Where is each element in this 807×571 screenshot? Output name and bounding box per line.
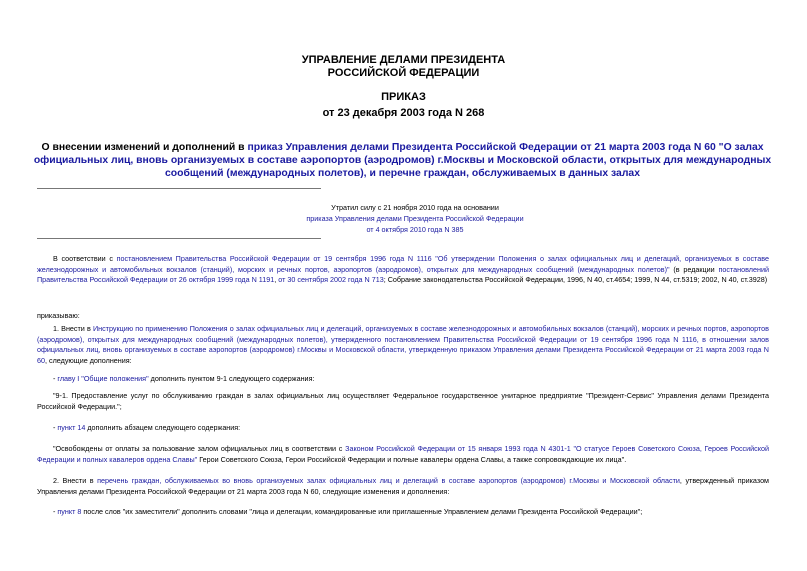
paragraph-point-9-1: "9-1. Предоставление услуг по обслуживанию граждан в залах официальных лиц осуществляет Федеральное государственное унитарное предприятие "Президент-Сервис" Управления делами Президента Российской Федерации."; <box>37 391 769 411</box>
p8-text-1: 2. Внести в <box>53 476 98 485</box>
p1-link-decree-1116[interactable]: постановлением Правительства Российской Федерации от 19 сентября 1996 года N 1116 "Об утверждении Положения о залах официальных лиц и делегаций, организуемых в составе железнодорожных и автомобильных вокзалов (станций), морских и речных портов, аэропортов (аэродромов), открытых для международных сообщений (международных полетов)" <box>37 254 769 274</box>
header-line-2: РОССИЙСКОЙ ФЕДЕРАЦИИ <box>327 67 480 79</box>
divider-bottom <box>37 238 321 239</box>
p4-text-2: дополнить пунктом 9-1 следующего содержания: <box>148 374 315 383</box>
p6-text-2: дополнить абзацем следующего содержания: <box>85 423 241 432</box>
p1-text-2: (в редакции <box>669 264 719 274</box>
p1-link-decree-713[interactable]: от 30 сентября 2002 года N 713 <box>278 275 384 285</box>
p1-text-1: В соответствии с <box>53 254 117 263</box>
paragraph-exemption <box>37 444 769 465</box>
p3-text-2: , следующие дополнения: <box>45 356 132 366</box>
document-type: ПРИКАЗ <box>381 91 426 103</box>
p1-link-decree-1191[interactable]: постановлений Правительства Российской Федерации от 26 октября 1999 года N 1191 <box>37 264 769 285</box>
document-date: от 23 декабря 2003 года N 268 <box>322 107 485 119</box>
divider-top <box>37 188 321 189</box>
paragraph-chapter-1 <box>37 374 785 385</box>
p3-link-instruction[interactable]: Инструкцию по применению Положения о залах официальных лиц и делегаций, организуемых в составе железнодорожных и автомобильных вокзалов (станций), морских и речных портов, аэропортов (аэродромов), открытых для международных сообщений (международных полетов), утвержденного постановлением Правительства Российской Федерации от 19 сентября 1996 года N 1116, в отношении залов официальных лиц, вновь организуемых в составе аэропортов (аэродромов) г.Москвы и Московской области, утвержденную приказом Управления делами Президента Российской Федерации от 21 марта 2003 года N 60 <box>37 324 769 366</box>
lost-force-notice <box>215 202 615 235</box>
p4-text-1: - <box>53 374 58 383</box>
p1-text-4: ; Собрание законодательства Российской Федерации, 1996, N 40, ст.4654; 1999, N 44, ст.5319; 2002, N 40, ст.3928) <box>383 275 768 285</box>
p7-link-law[interactable]: Законом Российской Федерации от 15 января 1993 года N 4301-1 "О статусе Героев Советского Союза, Героев Российской Федерации и полных кавалеров ордена Славы" <box>37 444 769 464</box>
header-line-1: УПРАВЛЕНИЕ ДЕЛАМИ ПРЕЗИДЕНТА <box>301 54 506 66</box>
p3-text-1: 1. Внести в <box>53 324 93 333</box>
paragraph-item-1 <box>37 324 769 367</box>
p6-text-1: - <box>53 423 58 432</box>
title-link[interactable]: приказ Управления делами Президента Российской Федерации от 21 марта 2003 года N 60 "О залах официальных лиц, вновь организуемых в составе аэропортов (аэродромов) г.Москвы и Московской области, открытых для международных сообщений (международных полетов), и перечне граждан, обслуживаемых в данных залах <box>33 142 772 179</box>
p7-text-2: Герои Советского Союза, Герои Российской Федерации и полные кавалеры ордена Славы, а также сопровождающие их лица". <box>197 454 627 464</box>
p9-link-point-8[interactable]: пункт 8 <box>57 507 82 516</box>
paragraph-point-14 <box>37 423 785 434</box>
paragraph-point-8 <box>37 507 785 518</box>
p9-text-2: после слов "их заместители" дополнить словами "лица и делегации, командированные или приглашенные Управлением делами Президента Российской Федерации"; <box>81 507 643 516</box>
p1-text-3: , <box>274 275 279 285</box>
p8-text-2: , утвержденный приказом Управления делами Президента Российской Федерации от 21 марта 2003 года N 60, следующие изменения и дополнения: <box>37 476 770 496</box>
p4-link-chapter[interactable]: главу I "Общие положения" <box>57 374 149 383</box>
paragraph-order: приказываю: <box>37 311 80 320</box>
paragraph-item-2 <box>37 476 769 497</box>
paragraph-preamble <box>37 254 769 286</box>
p9-text-1: - <box>53 507 58 516</box>
title-prefix: О внесении изменений и дополнений в <box>41 142 248 153</box>
lost-force-link-2[interactable]: от 4 октября 2010 года N 385 <box>366 225 464 234</box>
p6-link-point-14[interactable]: пункт 14 <box>57 423 86 432</box>
lost-force-link-1[interactable]: приказа Управления делами Президента Российской Федерации <box>306 214 524 223</box>
lost-force-text: Утратил силу с 21 ноября 2010 года на основании <box>331 203 499 212</box>
document-title <box>30 141 775 180</box>
p7-text-1: "Освобождены от оплаты за пользование залом официальных лиц в соответствии с <box>53 444 346 453</box>
p8-link-list[interactable]: перечень граждан, обслуживаемых во вновь организуемых залах официальных лиц и делегаций в составе аэропортов (аэродромов) г.Москвы и Московской области <box>97 476 680 485</box>
